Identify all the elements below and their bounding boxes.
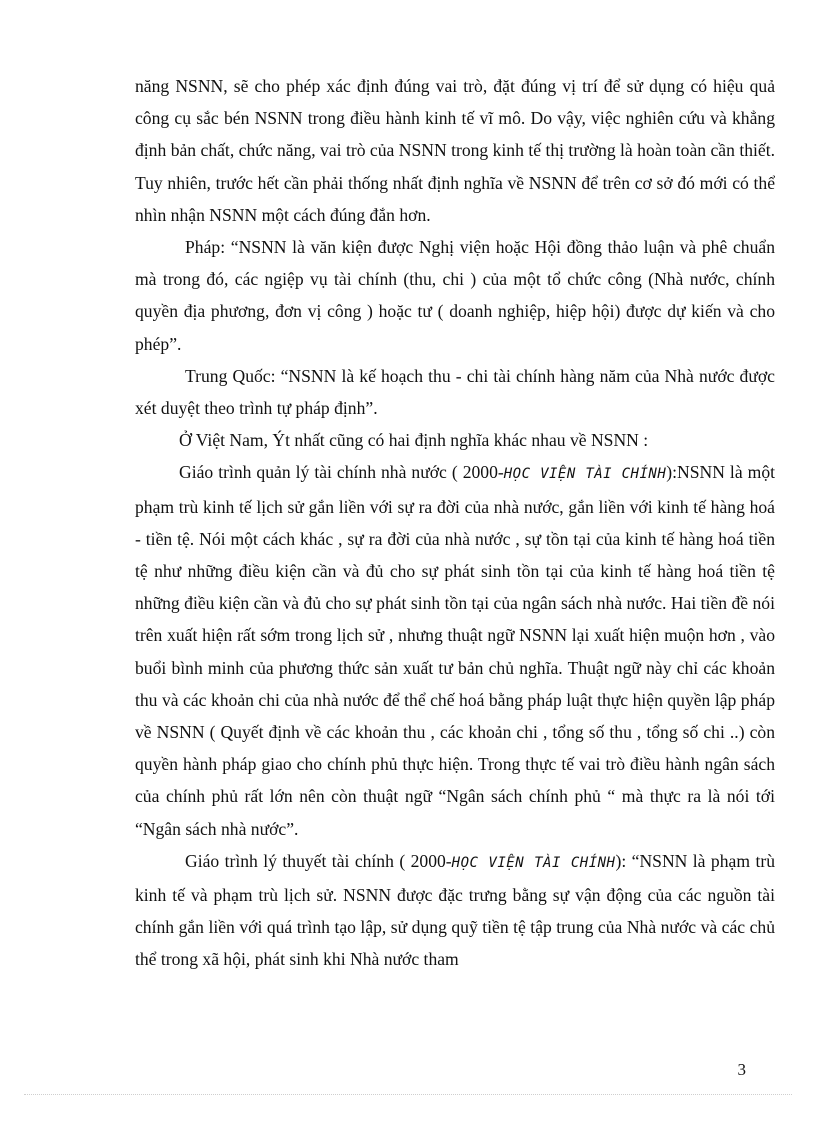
- paragraph-phap-definition: Pháp: “NSNN là văn kiện được Nghị viện hoặc Hội đồng thảo luận và phê chuẩn mà trong đó, các ngiệp vụ tài chính (thu, chi ) của một tổ chức công (Nhà nước, chính quyền địa phương, đơn vị công ) hoặc tư ( doanh nghiệp, hiệp hội) được dự kiến và cho phép”.: [135, 237, 775, 354]
- text-run: ): “NSNN là phạm trù kinh tế và phạm trù lịch sử. NSNN được đặc trưng bằng sự vận động của các nguồn tài chính gắn liền với quá trình tạo lập, sử dụng quỹ tiền tệ tập trung của Nhà nước và các chủ thể trong xã hội, phát sinh khi Nhà nước tham: [135, 850, 775, 970]
- text-run: Giáo trình quản lý tài chính nhà nước ( 2000-: [179, 462, 504, 483]
- paragraph-1: năng NSNN, sẽ cho phép xác định đúng vai trò, đặt đúng vị trí để sử dụng có hiệu quả công cụ sắc bén NSNN trong điều hành kinh tế vĩ mô. Do vậy, việc nghiên cứu và khẳng định bản chất, chức năng, vai trò của NSNN trong kinh tế thị trường là hoàn toàn cần thiết. Tuy nhiên, trước hết cần phải thống nhất định nghĩa về NSNN để trên cơ sở đó mới có thể nhìn nhận NSNN một cách đúng đắn hơn.: [135, 76, 775, 225]
- paragraph-trung-quoc-definition: Trung Quốc: “NSNN là kế hoạch thu - chi tài chính hàng năm của Nhà nước được xét duyệt theo trình tự pháp định”.: [135, 365, 775, 419]
- text-run: ):NSNN là một phạm trù kinh tế lịch sử gắn liền với sự ra đời của nhà nước, gắn liền với kinh tế hàng hoá - tiền tệ. Nói một cách khác , sự ra đời của nhà nước , sự tồn tại của kinh tế hàng hoá tiền tệ như những điều kiện cần và đủ cho sự phát sinh tồn tại của kinh tế hàng hoá tiền tệ những điều kiện cần và đủ cho sự phát sinh tồn tại của ngân sách nhà nước. Hai tiền đề nói trên xuất hiện rất sớm trong lịch sử , nhưng thuật ngữ NSNN lại xuất hiện muộn hơn , vào buổi bình minh của phương thức sản xuất tư bản chủ nghĩa. Thuật ngữ này chỉ các khoản thu và các khoản chi của nhà nước để thể chế hoá bằng pháp luật thực hiện quyền lập pháp về NSNN ( Quyết định về các khoản thu , các khoản chi , tổng số thu , tổng số chi ..) còn quyền hành pháp giao cho chính phủ thực hiện. Trong thực tế vai trò điều hành ngân sách của chính phủ rất lớn nên còn thuật ngữ “Ngân sách chính phủ “ mà thực ra là nói tới “Ngân sách nhà nước”.: [135, 462, 775, 839]
- paragraph-giao-trinh-ly-thuyet: [135, 845, 775, 976]
- footer-divider: [24, 1094, 792, 1095]
- page-number: 3: [737, 1060, 746, 1079]
- paragraph-viet-nam-intro: Ở Việt Nam, Ýt nhất cũng có hai định nghĩa khác nhau về NSNN :: [179, 430, 649, 451]
- body-text: [135, 70, 775, 976]
- institution-name: HỌC VIỆN TÀI CHÍNH: [451, 854, 616, 871]
- paragraph-giao-trinh-quan-ly: [135, 456, 775, 844]
- institution-name: HỌC VIỆN TÀI CHÍNH: [503, 466, 667, 483]
- text-run: Giáo trình lý thuyết tài chính ( 2000-: [185, 850, 452, 871]
